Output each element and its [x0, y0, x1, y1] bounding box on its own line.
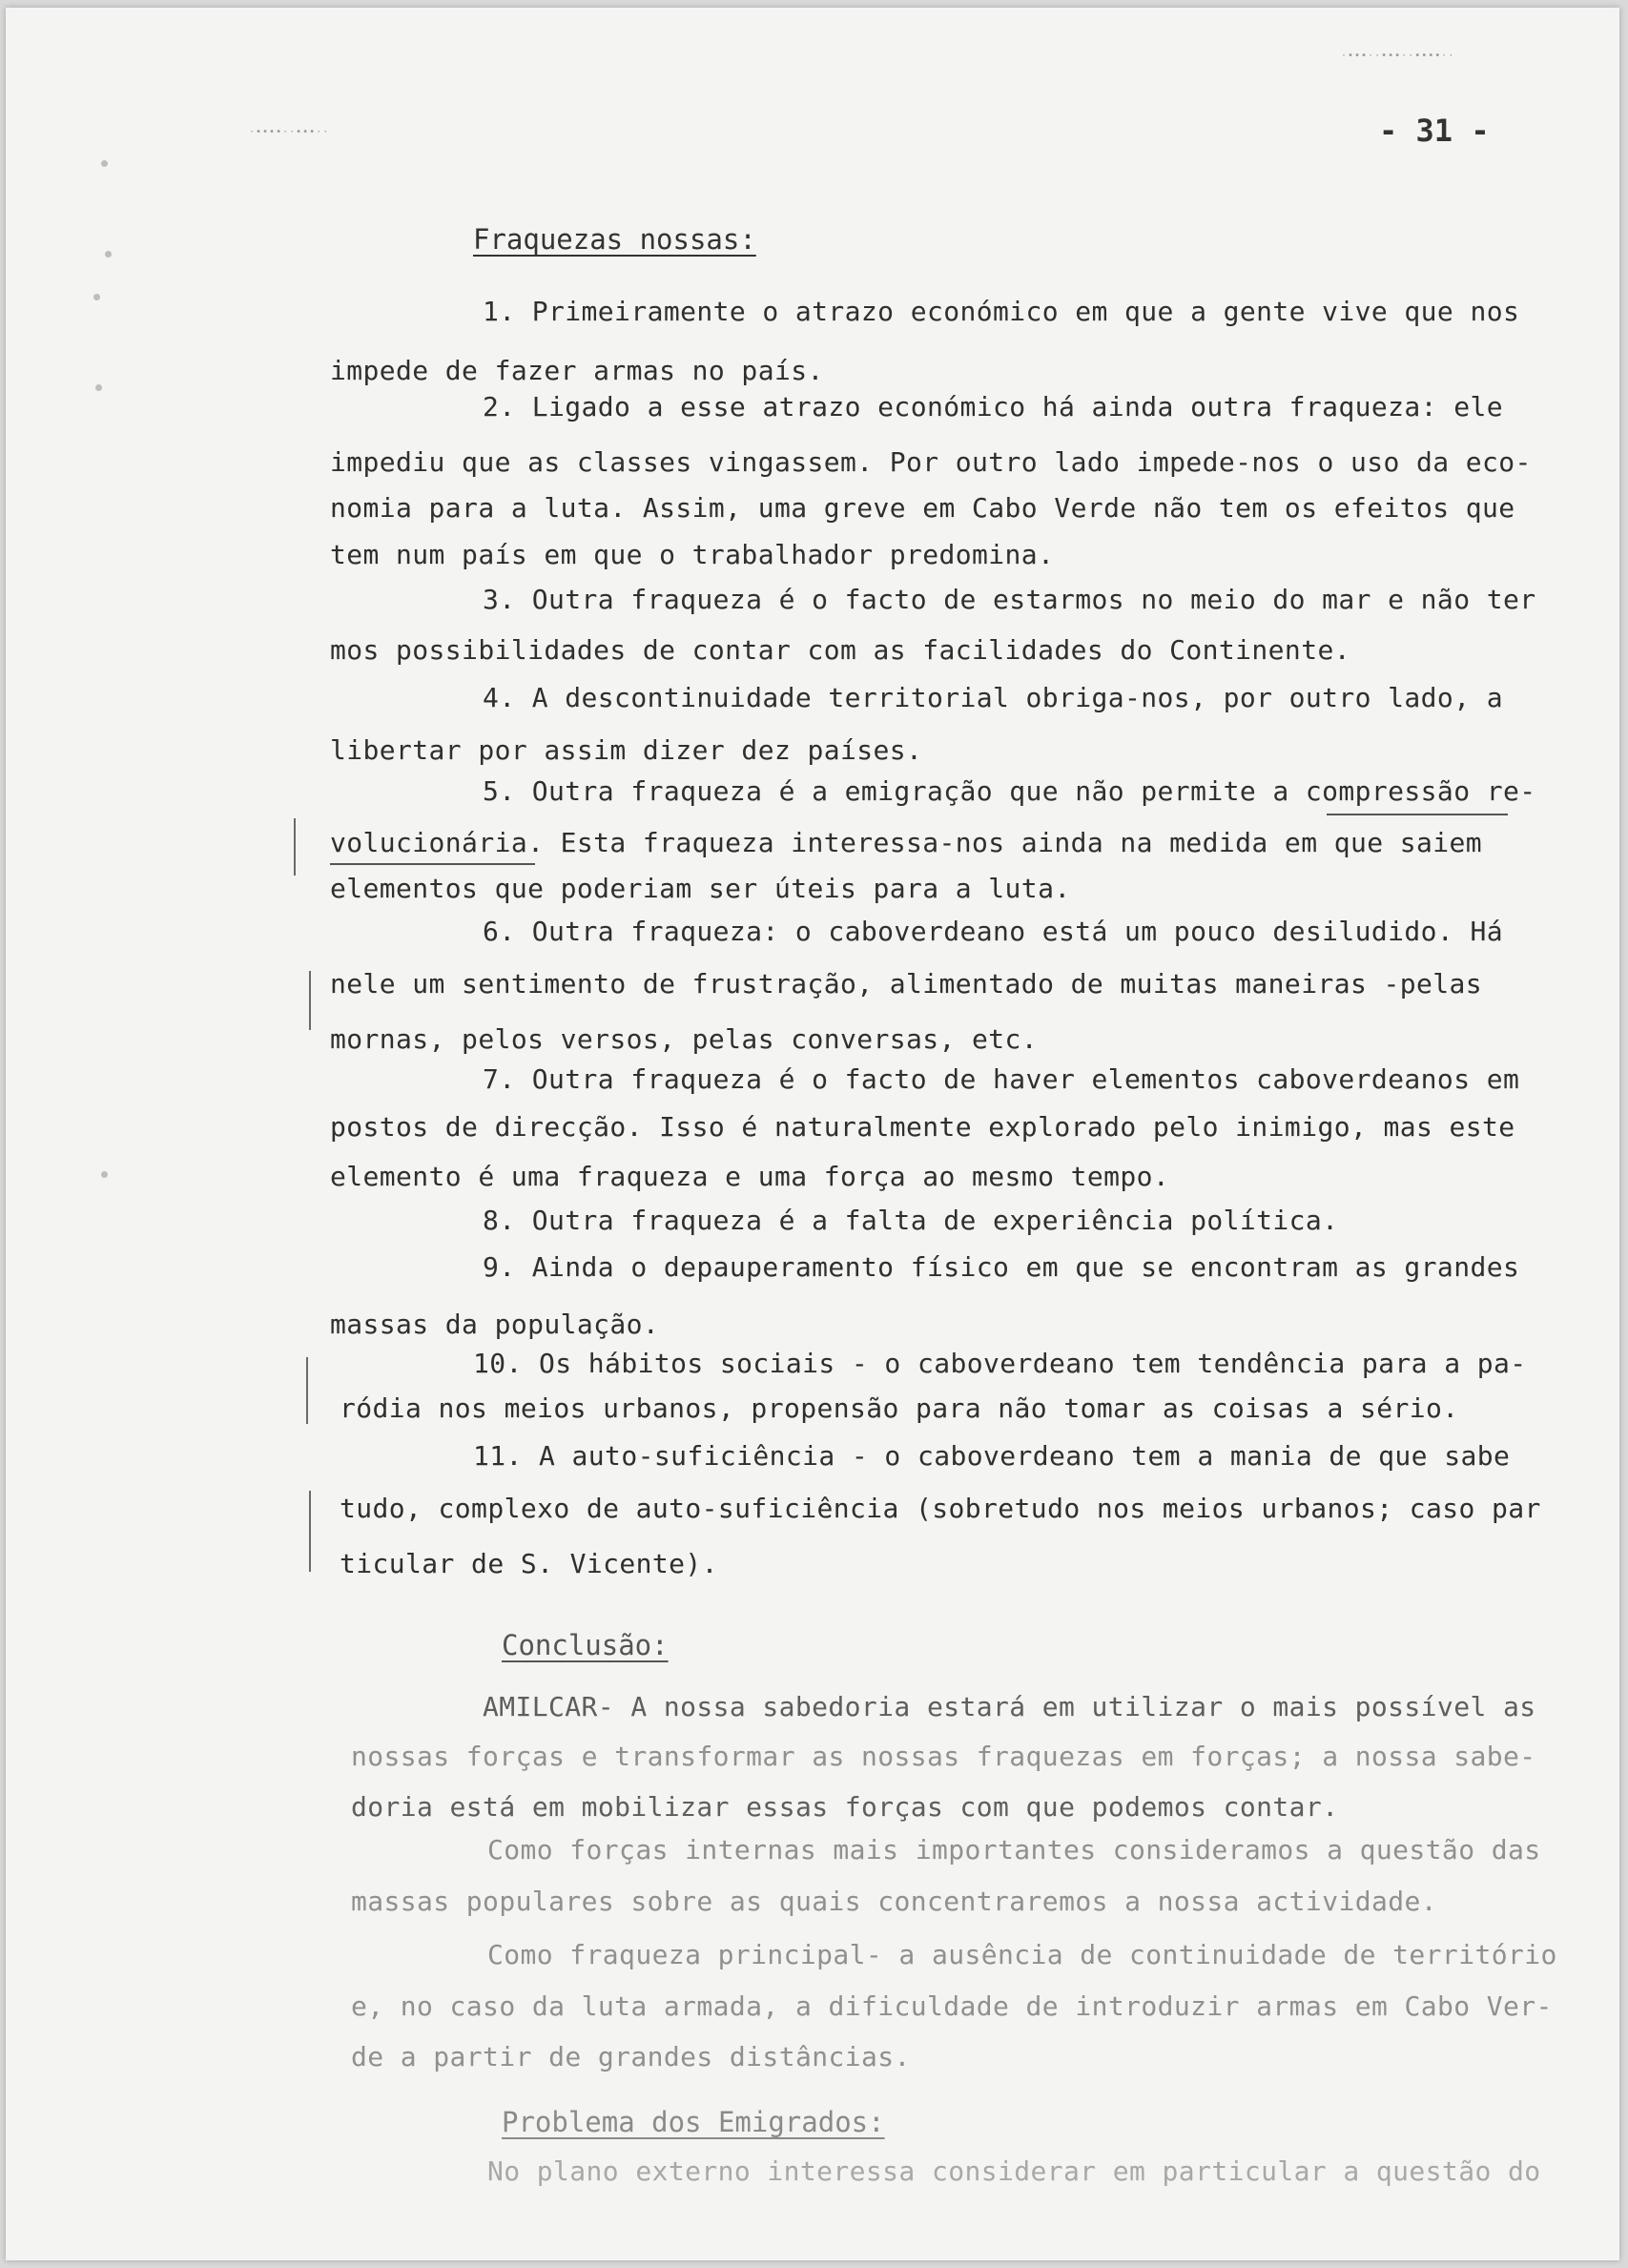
body-line: nossas forças e transformar as nossas fraquezas em forças; a nossa sabe-: [351, 1741, 1536, 1772]
punch-hole: [101, 160, 108, 167]
margin-mark: [306, 1357, 308, 1424]
body-line: de a partir de grandes distâncias.: [351, 2041, 911, 2072]
body-line: 2. Ligado a esse atrazo económico há ainda outra fraqueza: ele: [483, 391, 1503, 423]
section-heading-conclusao: Conclusão:: [502, 1629, 669, 1661]
body-line: nele um sentimento de frustração, alimentado de muitas maneiras -pelas: [330, 968, 1483, 1000]
body-line: ródia nos meios urbanos, propensão para não tomar as coisas a sério.: [340, 1392, 1459, 1424]
body-line: tem num país em que o trabalhador predomina.: [330, 539, 1055, 570]
body-line: doria está em mobilizar essas forças com que podemos contar.: [351, 1791, 1339, 1823]
body-line: 3. Outra fraqueza é o facto de estarmos no meio do mar e não ter: [483, 584, 1536, 615]
margin-mark: [309, 1491, 311, 1572]
body-line: e, no caso da luta armada, a dificuldade de introduzir armas em Cabo Ver-: [351, 1990, 1553, 2022]
body-line: massas da população.: [330, 1309, 660, 1340]
body-line: 7. Outra fraqueza é o facto de haver elementos caboverdeanos em: [483, 1063, 1520, 1095]
margin-mark: [309, 971, 311, 1030]
handwritten-underline: [330, 863, 535, 865]
punch-hole: [93, 294, 100, 300]
body-line: mornas, pelos versos, pelas conversas, etc.: [330, 1023, 1039, 1055]
body-line: elemento é uma fraqueza e uma força ao mesmo tempo.: [330, 1161, 1170, 1192]
body-line: impede de fazer armas no país.: [330, 355, 824, 386]
body-line: volucionária. Esta fraqueza interessa-nos ainda na medida em que saiem: [330, 827, 1483, 858]
punch-hole: [105, 251, 112, 258]
body-line: libertar por assim dizer dez países.: [330, 734, 923, 766]
body-line: Como forças internas mais importantes consideramos a questão das: [487, 1834, 1541, 1866]
body-line: 4. A descontinuidade territorial obriga-nos, por outro lado, a: [483, 682, 1503, 713]
body-line: massas populares sobre as quais concentraremos a nossa actividade.: [351, 1886, 1437, 1917]
body-line: ticular de S. Vicente).: [340, 1548, 718, 1579]
punch-hole: [101, 1171, 108, 1178]
scan-smudge: ·∙∙∙··∙∙∙··∙∙∙∙··: [1341, 51, 1455, 61]
body-line: AMILCAR- A nossa sabedoria estará em utilizar o mais possível as: [483, 1691, 1536, 1722]
body-line: 10. Os hábitos sociais - o caboverdeano tem tendência para a pa-: [473, 1348, 1527, 1379]
body-line: 1. Primeiramente o atrazo económico em que a gente vive que nos: [483, 296, 1520, 327]
body-line: impediu que as classes vingassem. Por outro lado impede-nos o uso da eco-: [330, 446, 1532, 478]
scan-smudge: ·∙∙∙∙··∙∙∙··: [249, 127, 330, 137]
body-line: 11. A auto-suficiência - o caboverdeano tem a mania de que sabe: [473, 1440, 1511, 1472]
body-line: No plano externo interessa considerar em particular a questão do: [487, 2155, 1541, 2187]
body-line: 6. Outra fraqueza: o caboverdeano está um pouco desiludido. Há: [483, 916, 1503, 947]
margin-mark: [294, 818, 296, 876]
section-heading-fraquezas: Fraquezas nossas:: [473, 223, 756, 256]
document-page: [6, 8, 1619, 2260]
body-line: nomia para a luta. Assim, uma greve em Cabo Verde não tem os efeitos que: [330, 492, 1515, 524]
body-line: postos de direcção. Isso é naturalmente explorado pelo inimigo, mas este: [330, 1111, 1515, 1143]
handwritten-underline: [1327, 814, 1508, 815]
body-line: elementos que poderiam ser úteis para a luta.: [330, 873, 1071, 904]
body-line: mos possibilidades de contar com as facilidades do Continente.: [330, 634, 1350, 666]
body-line: 9. Ainda o depauperamento físico em que se encontram as grandes: [483, 1251, 1520, 1283]
section-heading-emigrados: Problema dos Emigrados:: [502, 2106, 885, 2138]
body-line: 5. Outra fraqueza é a emigração que não permite a compressão re-: [483, 775, 1536, 807]
body-line: Como fraqueza principal- a ausência de continuidade de território: [487, 1939, 1557, 1970]
punch-hole: [95, 384, 102, 391]
page-number: - 31 -: [1379, 113, 1490, 149]
body-line: tudo, complexo de auto-suficiência (sobretudo nos meios urbanos; caso par: [340, 1493, 1541, 1524]
body-line: 8. Outra fraqueza é a falta de experiência política.: [483, 1205, 1339, 1236]
